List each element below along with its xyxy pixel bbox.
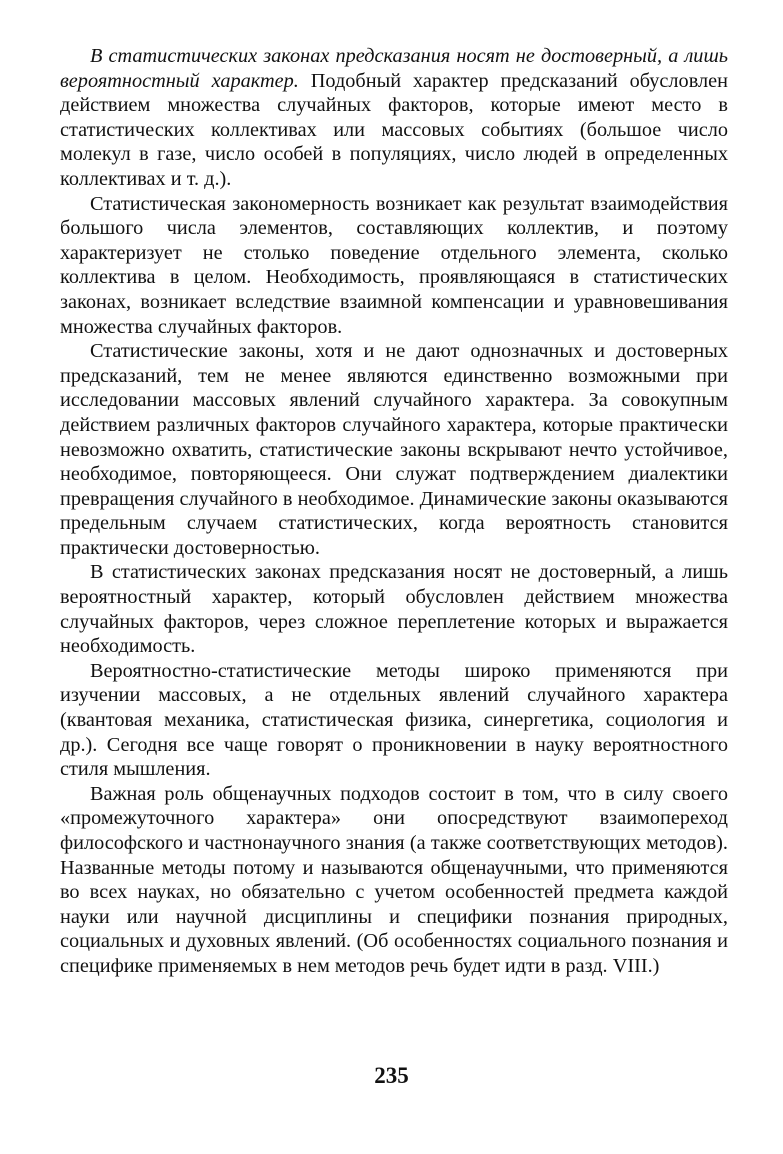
page-number: 235 <box>374 1063 409 1088</box>
paragraph-4: В статистических законах предсказания носят не достоверный, а лишь вероятностный характер, который обусловлен действием множества случайных факторов, через сложное переплетение которых и выражается необходимость. <box>60 561 728 658</box>
paragraph-3: Статистические законы, хотя и не дают однозначных и достоверных предсказаний, тем не менее являются единственно возможными при исследовании массовых явлений случайного характера. За совокупным действием различных факторов случайного характера, которые практически невозможно охватить, статистические законы вскрывают нечто устойчивое, необходимое, повторяющееся. Они служат подтверждением диалектики превращения случайного в необходимое. Динамические законы оказываются предельным случаем статистических, когда вероятность становится практически достоверностью. <box>60 340 728 559</box>
book-page-text <box>60 44 728 1084</box>
paragraph-6: Важная роль общенаучных подходов состоит в том, что в силу своего «промежуточного характера» они опосредствуют взаимопереход философского и частнонаучного знания (а также соответствующих методов). Названные методы потому и называются общенаучными, что применяются во всех науках, но обязательно с учетом особенностей предмета каждой науки или научной дисциплины и специфики познания природных, социальных и духовных явлений. (Об особенностях социального познания и специфике применяемых в нем методов речь будет идти в разд. VIII.) <box>60 782 728 977</box>
paragraph-1-lead: В статистических законах предсказания носят не достоверный, а лишь вероятностный характер. <box>60 45 728 92</box>
paragraph-1 <box>60 44 728 192</box>
paragraph-1-text: Подобный характер предсказаний обусловлен действием множества случайных факторов, которые имеют место в статистических коллективах или массовых событиях (большое число молекул в газе, число особей в популяциях, число людей в определенных коллективах и т. д.). <box>60 69 728 190</box>
paragraph-5: Вероятностно-статистические методы широко применяются при изучении массовых, а не отдельных явлений случайного характера (квантовая механика, статистическая физика, синергетика, социология и др.). Сегодня все чаще говорят о проникновении в науку вероятностного стиля мышления. <box>60 659 728 781</box>
paragraph-2: Статистическая закономерность возникает как результат взаимодействия большого числа элементов, составляющих коллектив, и поэтому характеризует не столько поведение отдельного элемента, сколько коллектива в целом. Необходимость, проявляющаяся в статистических законах, возникает вследствие взаимной компенсации и уравновешивания множества случайных факторов. <box>60 192 728 338</box>
